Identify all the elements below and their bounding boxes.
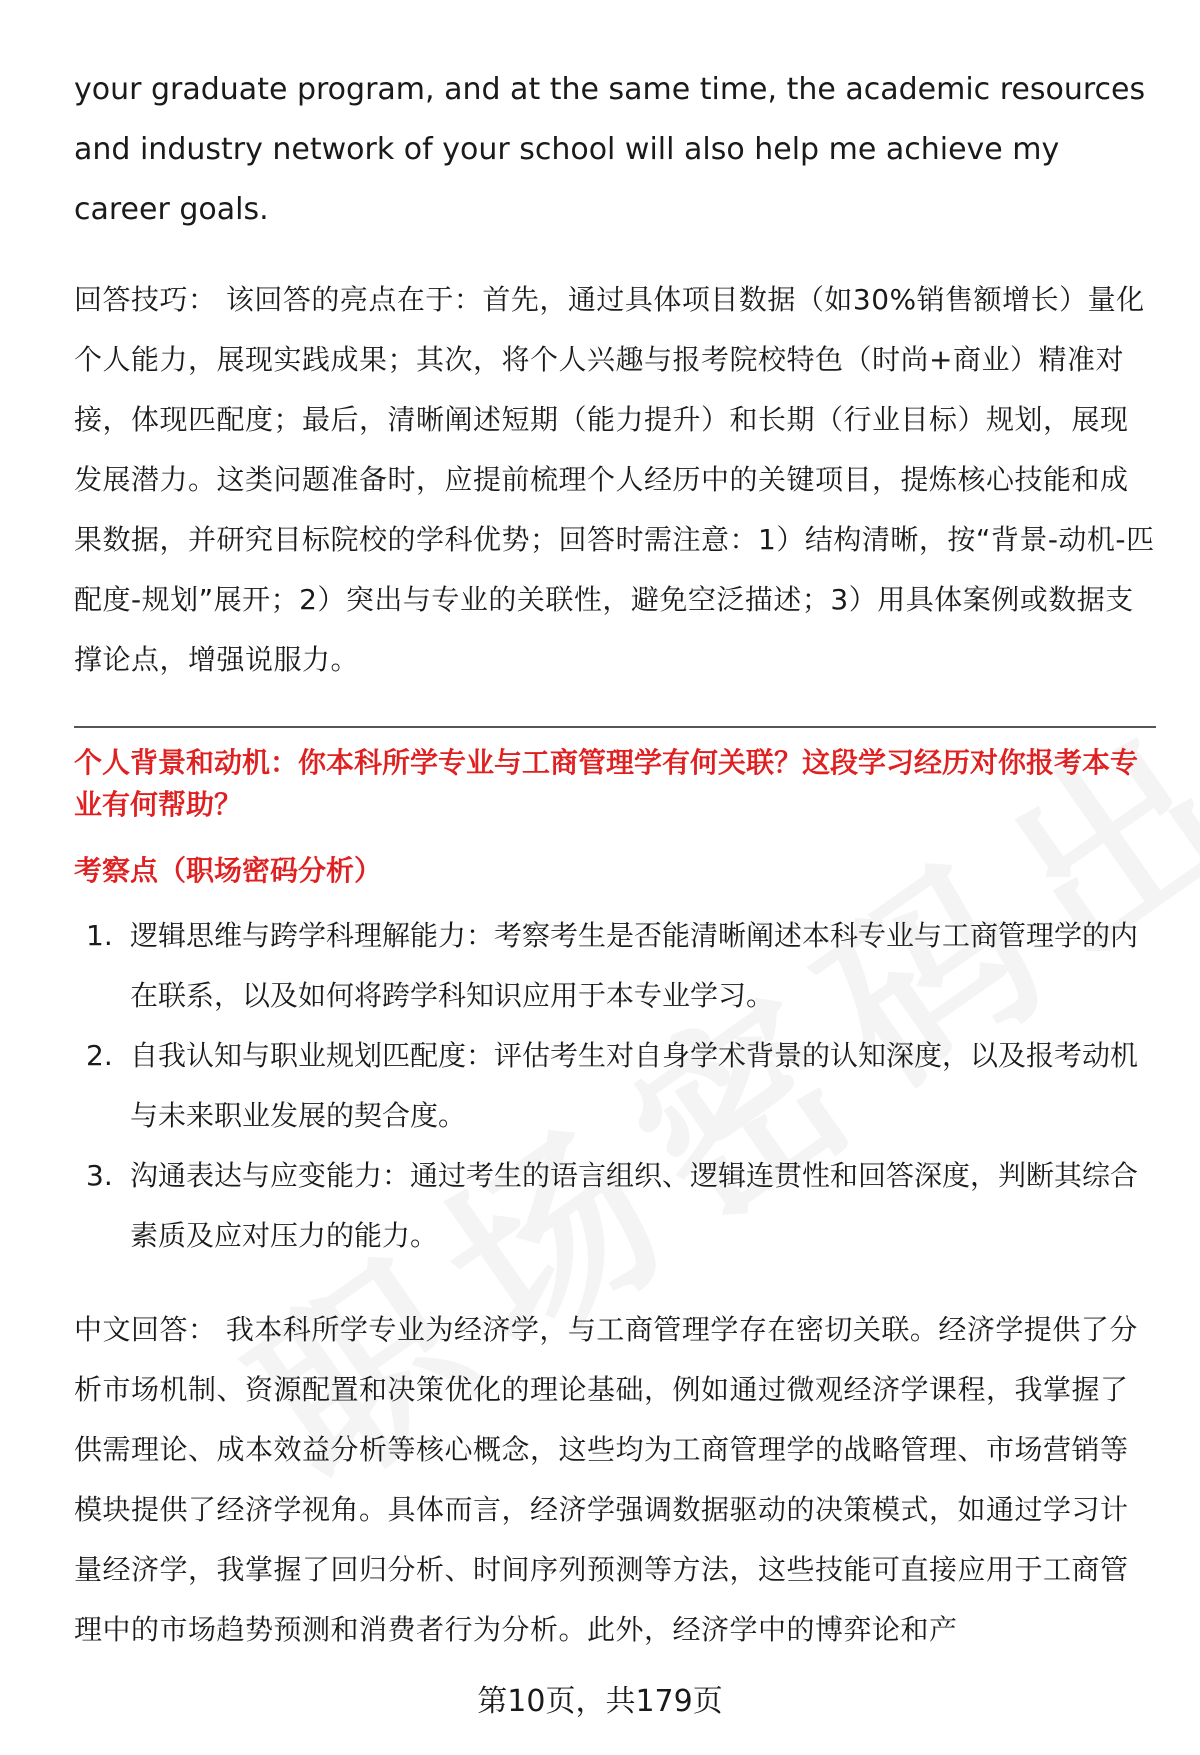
tips-text: 该回答的亮点在于：首先，通过具体项目数据（如30%销售额增长）量化个人能力，展现实践成果；其次，将个人兴趣与报考院校特色（时尚+商业）精准对接，体现匹配度；最后，清晰阐述短期（能力提升）和长期（行业目标）规划，展现发展潜力。这类问题准备时，应提前梳理个人经历中的关键项目，提炼核心技能和成果数据，并研究目标院校的学科优势；回答时需注意：1）结构清晰，按“背景-动机-匹配度-规划”展开；2）突出与专业的关联性，避免空泛描述；3）用具体案例或数据支撑论点，增强说服力。	[74, 283, 1155, 676]
chinese-answer	[74, 1300, 1156, 1660]
answer-label: 中文回答：	[74, 1313, 217, 1346]
answer-tips	[74, 270, 1156, 690]
list-item-number: 3.	[86, 1159, 113, 1192]
section-divider	[74, 726, 1156, 728]
list-item	[74, 906, 1156, 1026]
list-item-text: 逻辑思维与跨学科理解能力：考察考生是否能清晰阐述本科专业与工商管理学的内在联系，以及如何将跨学科知识应用于本专业学习。	[130, 919, 1139, 1012]
page-content	[74, 60, 1156, 1660]
answer-text: 我本科所学专业为经济学，与工商管理学存在密切关联。经济学提供了分析市场机制、资源配置和决策优化的理论基础，例如通过微观经济学课程，我掌握了供需理论、成本效益分析等核心概念，这些均为工商管理学的战略管理、市场营销等模块提供了经济学视角。具体而言，经济学强调数据驱动的决策模式，如通过学习计量经济学，我掌握了回归分析、时间序列预测等方法，这些技能可直接应用于工商管理中的市场趋势预测和消费者行为分析。此外，经济学中的博弈论和产	[74, 1313, 1138, 1646]
list-item	[74, 1026, 1156, 1146]
question-subheading: 考察点（职场密码分析）	[74, 854, 383, 887]
list-item-number: 2.	[86, 1039, 113, 1072]
tips-label: 回答技巧：	[74, 283, 217, 316]
assessment-points-list	[74, 906, 1156, 1266]
page-number: 第10页，共179页	[477, 1684, 723, 1719]
list-item	[74, 1146, 1156, 1266]
list-item-number: 1.	[86, 919, 113, 952]
list-item-text: 自我认知与职业规划匹配度：评估考生对自身学术背景的认知深度，以及报考动机与未来职业发展的契合度。	[130, 1039, 1139, 1132]
list-item-text: 沟通表达与应变能力：通过考生的语言组织、逻辑连贯性和回答深度，判断其综合素质及应对压力的能力。	[130, 1159, 1139, 1252]
english-answer-text: your graduate program, and at the same time, the academic resources and industry network of your school will also help me achieve my career goals.	[74, 72, 1146, 227]
question-title: 个人背景和动机：你本科所学专业与工商管理学有何关联？这段学习经历对你报考本专业有何帮助？	[74, 746, 1139, 821]
